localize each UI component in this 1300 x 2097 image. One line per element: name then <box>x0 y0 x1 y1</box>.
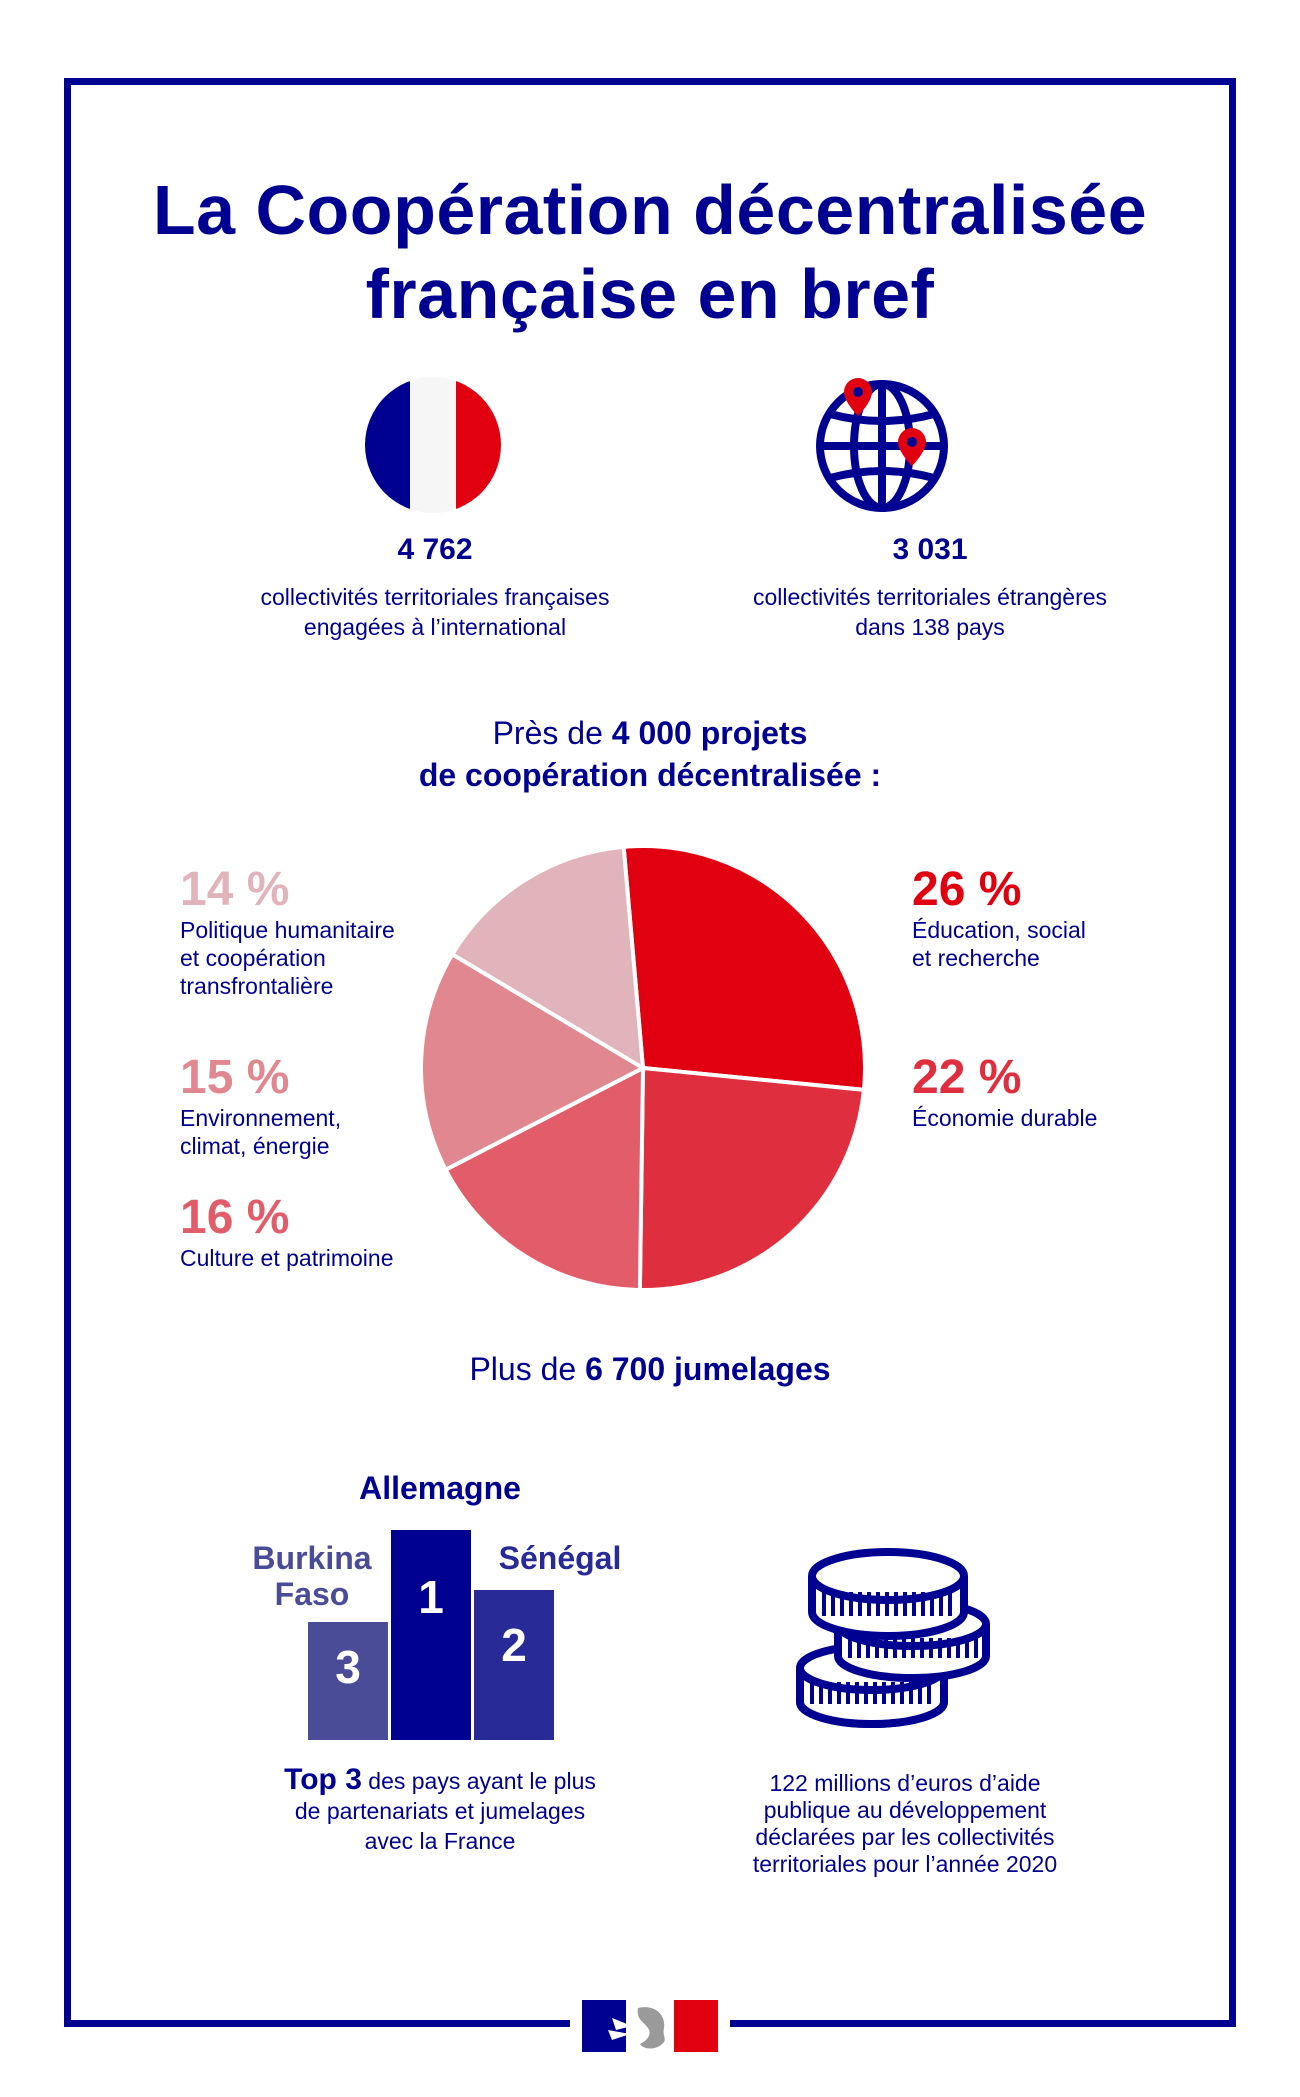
slice-text: Environnement, climat, énergie <box>180 1105 342 1159</box>
projects-pie-chart <box>418 843 868 1293</box>
stat-description <box>660 582 1200 642</box>
projects-prefix: Près de <box>492 715 612 751</box>
top3-text: de partenariats et jumelages <box>294 1798 586 1824</box>
pie-slice <box>624 846 865 1090</box>
aid-text: territoriales pour l’année 2020 <box>752 1851 1058 1877</box>
podium-second-block <box>474 1590 554 1740</box>
projects-subtitle: de coopération décentralisée : <box>418 757 882 793</box>
map-pin-icon <box>898 428 926 466</box>
slice-percent: 26 % <box>912 863 1022 916</box>
coins-icon <box>790 1540 1000 1735</box>
slice-label-environment <box>180 1052 341 1160</box>
france-flag-icon <box>364 376 502 514</box>
stat-desc-line: collectivités territoriales françaises <box>260 584 610 610</box>
aid-text: déclarées par les collectivités <box>755 1824 1055 1850</box>
title-line-2: française en bref <box>365 255 935 333</box>
twinning-count: 6 700 jumelages <box>585 1351 831 1387</box>
slice-percent: 16 % <box>180 1191 290 1244</box>
globe-pin-icon <box>812 376 952 516</box>
stat-desc-line: dans 138 pays <box>855 614 1005 640</box>
stat-number: 3 031 <box>892 533 968 566</box>
slice-text: Économie durable <box>912 1105 1098 1131</box>
slice-text: Culture et patrimoine <box>180 1245 394 1271</box>
slice-label-economy <box>912 1052 1097 1132</box>
stat-french-collectivities <box>200 532 670 642</box>
podium-first-block <box>391 1530 471 1740</box>
top3-caption <box>230 1765 650 1856</box>
slice-percent: 14 % <box>180 863 290 916</box>
slice-percent: 22 % <box>912 1051 1022 1104</box>
projects-count: 4 000 projets <box>611 715 808 751</box>
twinning-heading <box>0 1348 1300 1390</box>
podium <box>250 1470 630 1740</box>
podium-third-block <box>308 1622 388 1740</box>
stat-desc-line: engagées à l’international <box>303 614 567 640</box>
podium-third-country <box>242 1540 382 1612</box>
top3-text: avec la France <box>364 1828 516 1854</box>
title-line-1: La Coopération décentralisée <box>152 171 1148 249</box>
stat-desc-line: collectivités territoriales étrangères <box>752 584 1108 610</box>
podium-first-country: Allemagne <box>359 1470 521 1506</box>
pie-slice <box>640 1068 864 1290</box>
podium-rank: 3 <box>335 1641 361 1693</box>
marianne-logo <box>582 2000 718 2052</box>
slice-text: Éducation, social et recherche <box>912 917 1086 971</box>
podium-rank: 2 <box>501 1619 527 1671</box>
top3-text: des pays ayant le plus <box>361 1768 596 1794</box>
stat-number: 4 762 <box>397 533 473 566</box>
podium-third-line: Burkina <box>252 1540 372 1576</box>
slice-label-education <box>912 864 1086 972</box>
slice-label-culture <box>180 1192 394 1272</box>
slice-label-humanitarian <box>180 864 395 1000</box>
podium-third-line: Faso <box>274 1576 350 1612</box>
twinning-prefix: Plus de <box>469 1351 586 1387</box>
aid-text: publique au développement <box>763 1797 1047 1823</box>
stat-foreign-collectivities <box>660 532 1200 642</box>
projects-heading <box>0 712 1300 796</box>
stat-description <box>200 582 670 642</box>
top3-bold: Top 3 <box>284 1763 362 1796</box>
aid-caption <box>700 1770 1110 1878</box>
map-pin-icon <box>844 378 872 416</box>
podium-rank: 1 <box>418 1571 444 1623</box>
podium-second-country: Sénégal <box>498 1540 622 1576</box>
aid-text: 122 millions d’euros d’aide <box>769 1770 1041 1796</box>
slice-percent: 15 % <box>180 1051 290 1104</box>
slice-text: Politique humanitaire et coopération transfrontalière <box>180 917 395 999</box>
page-title <box>0 168 1300 336</box>
